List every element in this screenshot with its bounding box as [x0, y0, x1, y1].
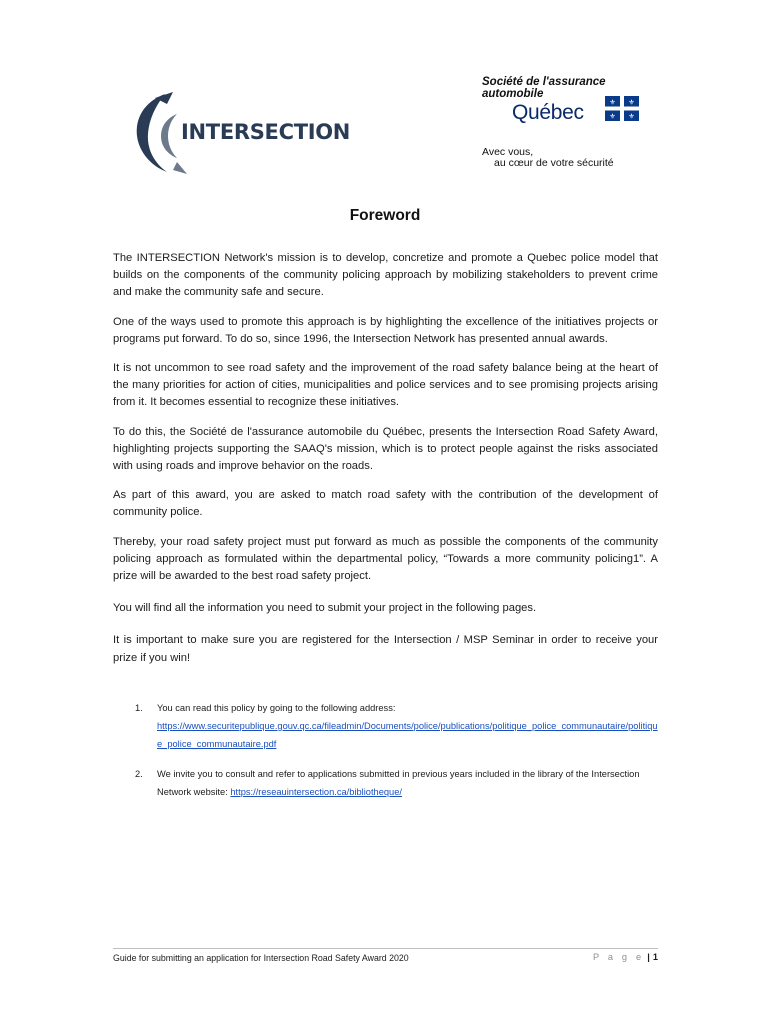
paragraph-road-safety: It is not uncommon to see road safety and the improvement of the road safety balance being at the heart of the many priorities for action of cities, municipalities and police services and to see promising projects arising from it. It becomes essential to recognize these initiatives.	[113, 362, 658, 409]
page-title: Foreword	[349, 207, 421, 224]
paragraph-saaq-award: To do this, the Société de l'assurance automobile du Québec, presents the Intersection Road Safety Award, highlighting projects supporting the SAAQ's mission, which is to protect people against the risks associated with using roads and improve behavior on the roads.	[113, 425, 658, 473]
paragraph-mission: The INTERSECTION Network's mission is to develop, concretize and promote a Quebec police model that builds on the components of the community policing approach by mobilizing stakeholders to prevent crime and make the community safe and secure.	[113, 252, 658, 299]
footnotes	[113, 699, 658, 813]
svg-text:⚜: ⚜	[628, 98, 635, 107]
page-separator: |	[647, 952, 650, 962]
svg-text:⚜: ⚜	[628, 112, 635, 121]
svg-text:⚜: ⚜	[609, 98, 616, 107]
library-link[interactable]: https://reseauintersection.ca/bibliotheque/	[230, 787, 402, 797]
quebec-wordmark: Québec	[512, 101, 584, 124]
footnote-text: You can read this policy by going to the following address:	[157, 703, 396, 713]
paragraph-registration: It is important to make sure you are registered for the Intersection / MSP Seminar in order to receive your prize if you win!	[113, 634, 658, 664]
footnote	[113, 699, 658, 753]
page-label: P a g e	[592, 952, 645, 962]
footer-divider	[113, 948, 658, 949]
svg-text:⚜: ⚜	[609, 112, 616, 121]
policy-link[interactable]: https://www.securitepublique.gouv.qc.ca/fileadmin/Documents/police/publications/politique_police_communautaire/politique_police_communautaire.pdf	[157, 721, 658, 749]
page-number-indicator	[593, 952, 658, 962]
footer-document-title: Guide for submitting an application for Intersection Road Safety Award 2020	[113, 953, 409, 963]
quebec-flag-icon	[605, 96, 639, 121]
paragraph-community-police: As part of this award, you are asked to match road safety with the contribution of the development of community police.	[113, 489, 658, 519]
footnote-text: We invite you to consult and refer to applications submitted in previous years included in the library of the Intersection Network website:	[157, 769, 640, 797]
saaq-slogan-line1: Avec vous,	[482, 146, 534, 158]
intersection-wordmark: INTERSECTION	[181, 120, 351, 144]
footnote	[113, 765, 658, 801]
saaq-name: Société de l'assurance automobile	[482, 76, 606, 100]
page-number: 1	[652, 952, 658, 962]
footnote-number: 1.	[135, 703, 143, 713]
saaq-slogan-line2: au cœur de votre sécurité	[494, 157, 614, 169]
document-body	[113, 250, 658, 679]
footnote-number: 2.	[135, 769, 143, 779]
paragraph-awards: One of the ways used to promote this approach is by highlighting the excellence of the initiatives projects or programs put forward. To do so, since 1996, the Intersection Network has presented annual awards.	[113, 315, 658, 345]
saaq-slogan	[482, 136, 614, 180]
intersection-logo	[133, 90, 351, 176]
paragraph-policy: Thereby, your road safety project must put forward as much as possible the components of the community policing approach as formulated within the departmental policy, “Towards a more community policing1”. A prize will be awarded to the best road safety project.	[113, 535, 658, 583]
paragraph-information: You will find all the information you need to submit your project in the following pages.	[113, 602, 537, 615]
saaq-logo	[482, 76, 652, 169]
